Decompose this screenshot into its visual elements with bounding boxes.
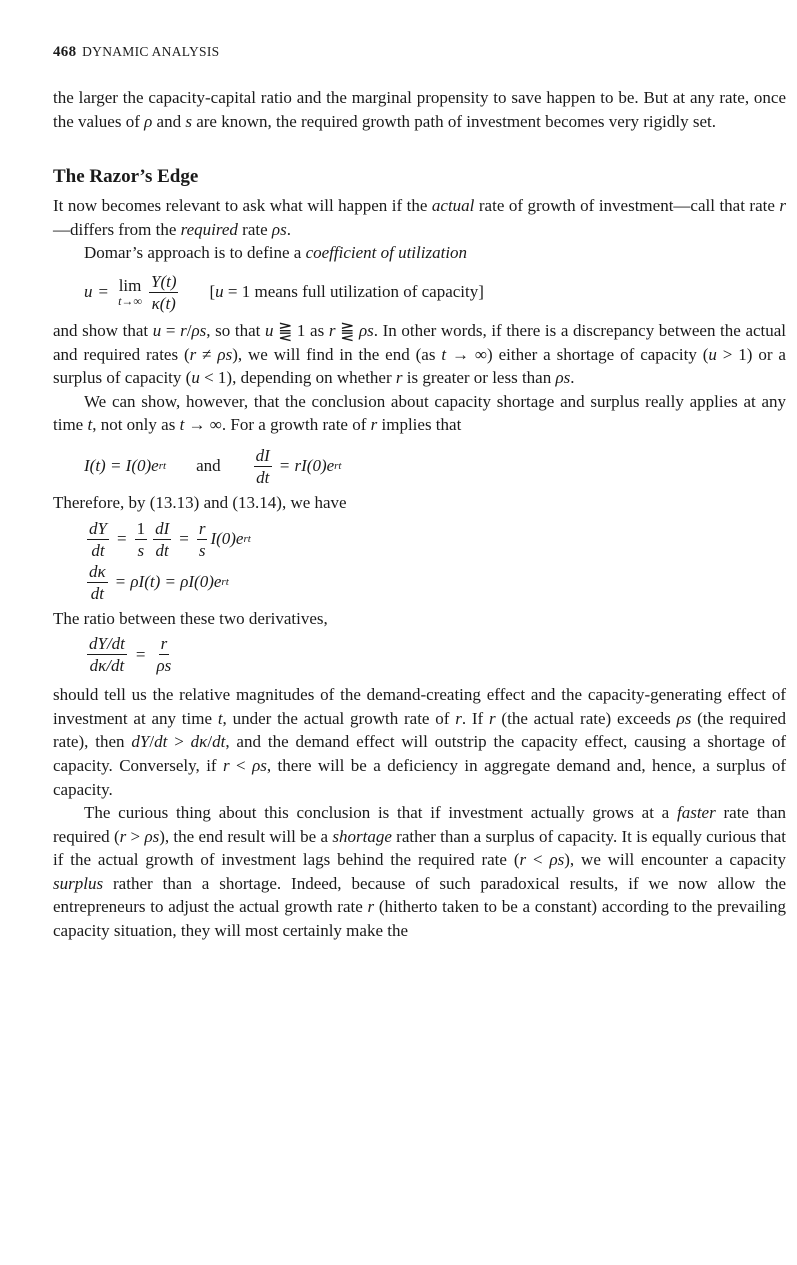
paragraph-curious: The curious thing about this conclusion is that if investment actually grows at a faster rate than required (r > ρs), the end result will be a shortage rather than a surplus of capacity. It is equally curious that if the actual growth of investment lags behind the required rate (r < ρs), we will encounter a capacity surplus rather than a shortage. Indeed, because of such paradoxical results, if we now allow the entrepreneurs to adjust the actual growth rate r (hitherto taken to be a constant) according to the prevailing capacity situation, they will most certainly make the [53,803,787,941]
utilization-note: [u = 1 means full utilization of capacity] [209,282,484,302]
paragraph-intro: the larger the capacity-capital ratio and the marginal propensity to save happen to be. But at any rate, once the values of ρ and s are known, the required growth path of investment becomes very rigidly set. [53,88,786,131]
equation-dk-dt: $\frac{d\kappa}{dt}$ = ρI(t) = ρI(0)e rt [89,561,229,603]
paragraph-magnitudes: should tell us the relative magnitudes of the demand-creating effect and the capacity-generating effect of investment at any time t, under the actual growth rate of r. If r (the actual rate) exceeds ρs (the required rate), then dY/dt > dκ/dt, and the demand effect will outstrip the capacity effect, causing a shortage of capacity. Conversely, if r < ρs, there will be a deficiency in aggregate demand and, hence, a surplus of capacity. [53,685,786,799]
paragraph-discrepancy: and show that u = r/ρs, so that u ⪌ 1 as r ⪌ ρs. In other words, if there is a discrepancy between the actual and required rates (r ≠ ρs), we will find in the end (as t → ∞) either a shortage of capacity (u > 1) or a surplus of capacity (u < 1), depending on whether r is greater or less than ρs. [53,320,787,388]
running-title: DYNAMIC ANALYSIS [82,44,220,59]
equation-utilization: u = lim t→∞ $\frac{Y(t)}{\kappa(t)}$ [u = 1 means full utilization of capacity] [84,271,484,313]
section-title: The Razor’s Edge [53,166,199,188]
paragraph-domar: Domar’s approach is to define a coefficient of utilization [84,243,468,263]
equation-ratio: $\frac{dY/dt}{d\kappa/dt}$ = $\frac{r}{\rho s}$ [89,634,172,676]
paragraph-any-time: We can show, however, that the conclusion about capacity shortage and surplus really applies at any time t, not only as t → ∞. For a growth rate of r implies that [53,391,786,435]
paragraph-ratio: The ratio between these two derivatives, [53,608,328,628]
paragraph-therefore: Therefore, by (13.13) and (13.14), we have [53,492,347,512]
document-page [53,44,786,943]
equation-investment: I(t) = I(0)e rt and $\frac{dI}{dt}$ = rI(0)e rt [84,445,342,487]
page-number: 468 [53,44,77,60]
running-head [53,44,786,66]
paragraph-actual-rate: It now becomes relevant to ask what will happen if the actual rate of growth of investment—call that rate r—differs from the required rate ρs. [53,196,787,239]
equation-dY-dt: $\frac{dY}{dt}$ = $\frac{1}{s}$ $\frac{dI}{dt}$ = $\frac{r}{s}$ I(0)e rt [89,518,251,560]
